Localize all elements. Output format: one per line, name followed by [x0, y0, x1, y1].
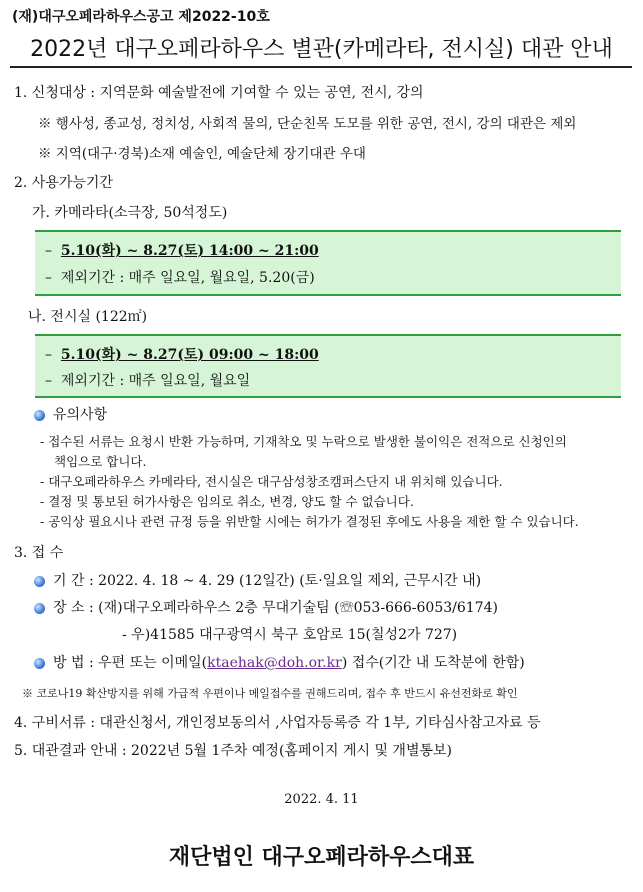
section4-text: 4. 구비서류 : 대관신청서, 개인정보동의서 ,사업자등록증 각 1부, 기타심사참고자료 등 [14, 715, 541, 731]
camerata-period-box [35, 230, 621, 296]
section1-note2: ※ 지역(대구·경북)소재 예술인, 예술단체 장기대관 우대 [38, 146, 366, 162]
page-title: 2022년 대구오페라하우스 별관(카메라타, 전시실) 대관 안내 [30, 37, 613, 62]
gallery-heading: 나. 전시실 (122㎡) [28, 309, 148, 325]
signature: 재단법인 대구오페라하우스대표 [168, 845, 475, 870]
camerata-period: – 5.10(화) ~ 8.27(토) 14:00 ~ 21:00 [45, 243, 319, 259]
bullet-icon [34, 603, 45, 614]
section3-heading: 3. 접 수 [14, 545, 64, 561]
notes-item-1: - 접수된 서류는 요청시 반환 가능하며, 기재착오 및 누락으로 발생한 불이익은 전적으로 신청인의 [40, 434, 567, 449]
camerata-heading: 가. 카메라타(소극장, 50석정도) [32, 205, 228, 221]
notes-item-3: - 결정 및 통보된 허가사항은 임의로 취소, 변경, 양도 할 수 없습니다. [40, 494, 414, 509]
section2-heading: 2. 사용가능기간 [14, 175, 113, 191]
bullet-icon [34, 410, 45, 421]
section1-note1: ※ 행사성, 종교성, 정치성, 사회적 물의, 단순친목 도모를 위한 공연, 전시, 강의 대관은 제외 [38, 116, 577, 132]
reception-method: 방 법 : 우편 또는 이메일(ktaehak@doh.or.kr) 접수(기간 내 도착분에 한함) [34, 652, 525, 672]
bullet-icon [34, 576, 45, 587]
gallery-period: – 5.10(화) ~ 8.27(토) 09:00 ~ 18:00 [45, 347, 319, 363]
reception-place: 장 소 : (재)대구오페라하우스 2층 무대기술팀 (☏053-666-6053/6174) [34, 597, 498, 617]
bullet-icon [34, 658, 45, 669]
notice-number: (재)대구오페라하우스공고 제2022-10호 [12, 9, 270, 25]
notes-item-1-cont: 책임으로 합니다. [54, 454, 147, 469]
notes-item-4: - 공익상 필요시나 관련 규정 등을 위반할 시에는 허가가 결정된 후에도 사용을 제한 할 수 있습니다. [40, 514, 579, 529]
gallery-excluded: – 제외기간 : 매주 일요일, 월요일 [45, 373, 251, 389]
section1-heading: 1. 신청대상 : 지역문화 예술발전에 기여할 수 있는 공연, 전시, 강의 [14, 85, 424, 101]
reception-period: 기 간 : 2022. 4. 18 ~ 4. 29 (12일간) (토·일요일 제외, 근무시간 내) [34, 570, 481, 590]
announcement-date: 2022. 4. 11 [284, 792, 359, 807]
camerata-excluded: – 제외기간 : 매주 일요일, 월요일, 5.20(금) [45, 270, 315, 286]
section5-text: 5. 대관결과 안내 : 2022년 5월 1주차 예정(홈페이지 게시 및 개별통보) [14, 743, 452, 759]
gallery-period-box [35, 334, 621, 398]
notes-heading: 유의사항 [34, 404, 107, 424]
covid-note: ※ 코로나19 확산방지를 위해 가급적 우편이나 메일접수를 권해드리며, 접수 후 반드시 유선전화로 확인 [22, 687, 518, 700]
title-divider [10, 66, 632, 68]
notes-item-2: - 대구오페라하우스 카메라타, 전시실은 대구삼성창조캠퍼스단지 내 위치해 있습니다. [40, 474, 503, 489]
email-link[interactable]: ktaehak@doh.or.kr [207, 655, 342, 671]
reception-address: - 우)41585 대구광역시 북구 호암로 15(칠성2가 727) [122, 627, 458, 643]
